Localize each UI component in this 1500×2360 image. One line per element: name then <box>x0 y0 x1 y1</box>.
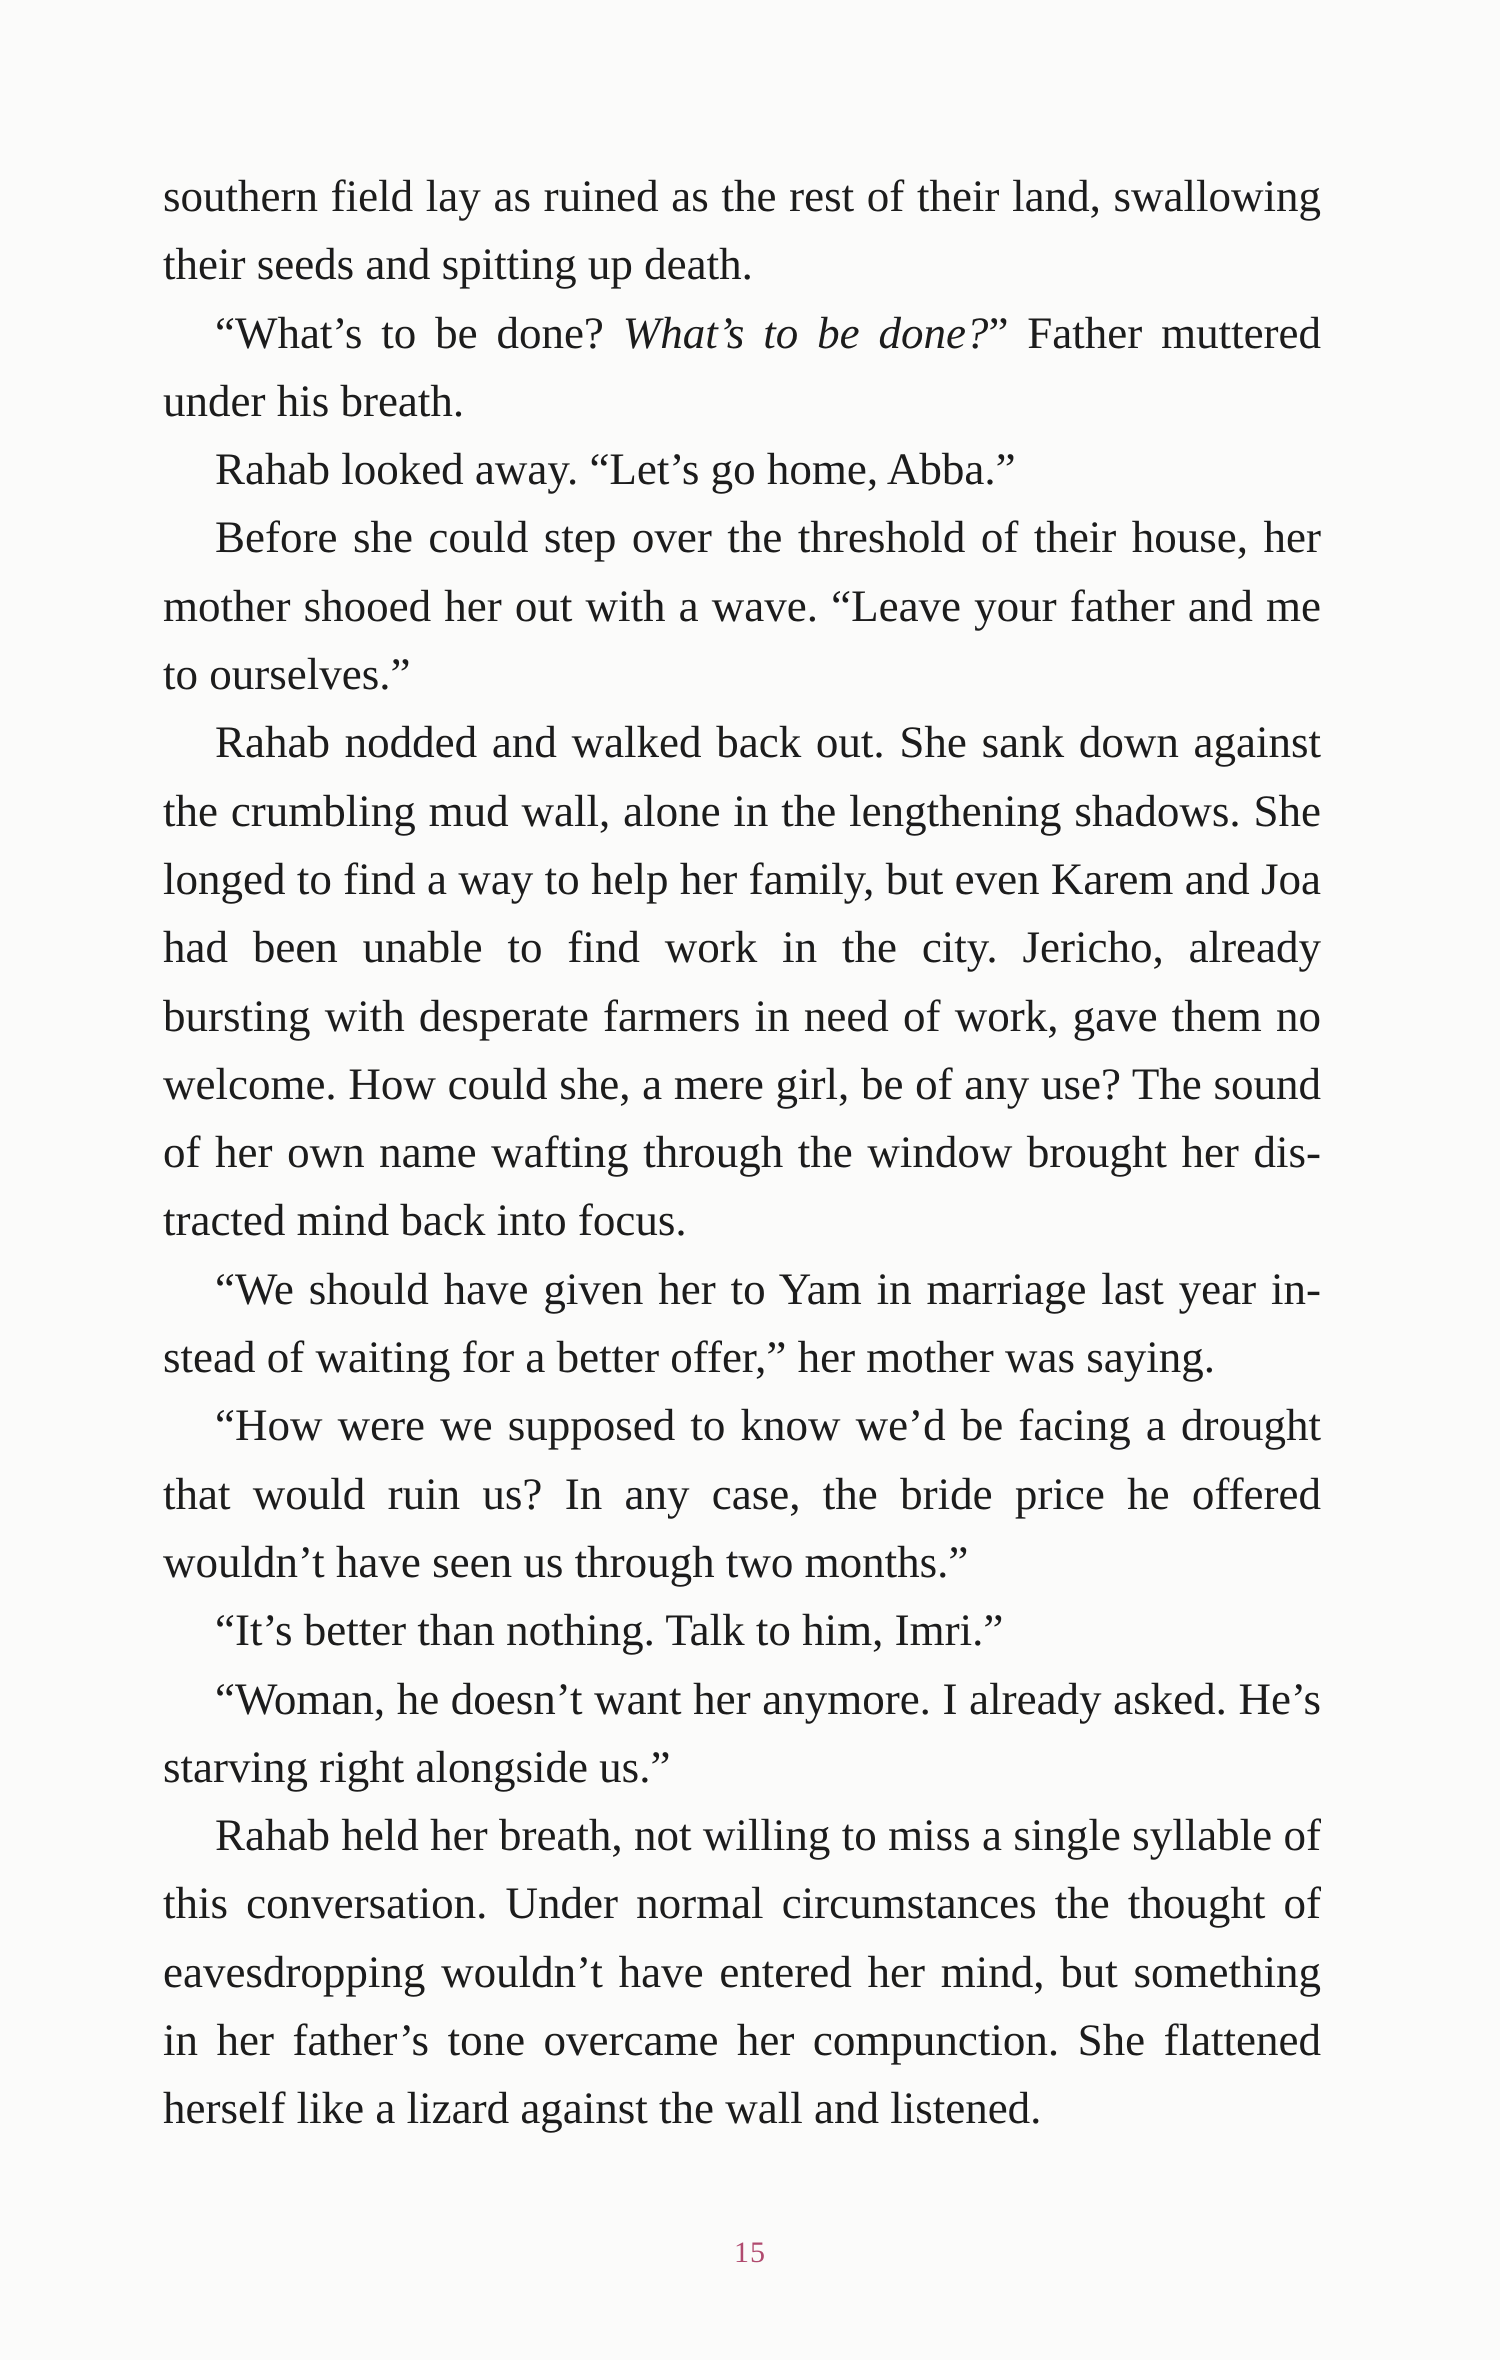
page-number: 15 <box>734 2236 766 2269</box>
text-run: ” Father muttered under his breath. <box>163 307 1322 426</box>
paragraph <box>163 1665 1321 1802</box>
paragraph <box>163 435 1321 503</box>
text-run: Rahab nodded and walked back out. She sank down against the crumbling mud wall, alone in the lengthening shadows. She longed to find a way to help her family, but even Karem and Joa had been unable to find work in the city. Jericho, already bursting with desperate farmers in need of work, gave them no welcome. How could she, a mere girl, be of any use? The sound of her own name wafting through the window brought her distracted mind back into focus. <box>163 717 1321 1246</box>
text-run: “We should have given her to Yam in marriage last year instead of waiting for a better offer,” her mother was saying. <box>163 1263 1321 1383</box>
text-run: “What’s to be done? <box>215 307 623 358</box>
italic-text: What’s to be done? <box>622 307 989 358</box>
paragraph <box>163 708 1321 1254</box>
paragraph <box>163 1801 1321 2142</box>
text-run: “How were we supposed to know we’d be facing a drought that would ruin us? In any case, the bride price he offered wouldn’t have seen us through two months.” <box>163 1400 1321 1587</box>
text-run: Before she could step over the threshold of their house, her mother shooed her out with a wave. “Leave your father and me to ourselves.” <box>163 512 1321 700</box>
text-run: “Woman, he doesn’t want her anymore. I already asked. He’s starving right alongside us.” <box>163 1673 1321 1792</box>
paragraph <box>163 1596 1321 1664</box>
body-text <box>163 162 1321 2143</box>
text-run: Rahab looked away. “Let’s go home, Abba.” <box>215 444 1016 495</box>
paragraph <box>163 299 1321 436</box>
paragraph <box>163 503 1321 708</box>
text-run: “It’s better than nothing. Talk to him, Imri.” <box>215 1605 1004 1656</box>
paragraph <box>163 1391 1321 1596</box>
paragraph <box>163 1255 1321 1392</box>
paragraph <box>163 162 1321 299</box>
text-run: Rahab held her breath, not willing to miss a single syllable of this conversation. Under normal circumstances the thought of eavesdropping wouldn’t have entered her mind, but something in her father’s tone overcame her compunction. She flattened herself like a lizard against the wall and listened. <box>163 1810 1321 2134</box>
text-run: southern field lay as ruined as the rest of their land, swallowing their seeds and spitting up death. <box>163 171 1321 290</box>
